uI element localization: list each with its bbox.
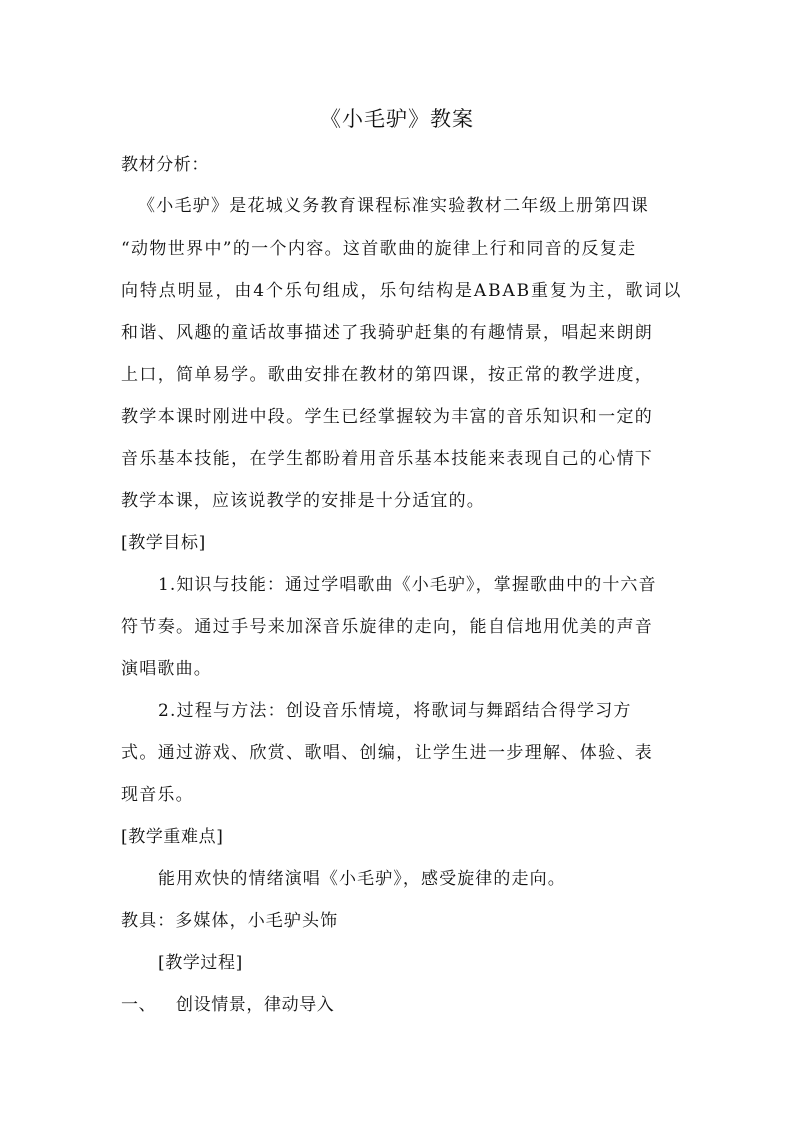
goal-line: 现音乐。 <box>121 785 194 805</box>
goal-line: 符节奏。通过手号来加深音乐旋律的走向，能自信地用优美的声音 <box>121 617 654 637</box>
difficulty-heading: [教学重难点] <box>121 827 224 847</box>
process-heading: [教学过程] <box>158 953 243 973</box>
analysis-line: 上口，简单易学。歌曲安排在教材的第四课，按正常的教学进度， <box>121 365 654 385</box>
analysis-line: 和谐、风趣的童话故事描述了我骑驴赶集的有趣情景，唱起来朗朗 <box>121 323 654 343</box>
goal-line: 2.过程与方法：创设音乐情境，将歌词与舞蹈结合得学习方 <box>158 701 632 721</box>
goal-line: 1.知识与技能：通过学唱歌曲《小毛驴》，掌握歌曲中的十六音 <box>158 575 657 595</box>
analysis-heading: 教材分析： <box>121 155 209 175</box>
step-number: 一、 <box>121 995 157 1015</box>
analysis-line: 向特点明显，由4个乐句组成，乐句结构是ABAB重复为主，歌词以 <box>121 281 683 301</box>
difficulty-text: 能用欢快的情绪演唱《小毛驴》，感受旋律的走向。 <box>158 869 566 889</box>
analysis-line: 音乐基本技能，在学生都盼着用音乐基本技能来表现自己的心情下 <box>121 449 654 469</box>
page-title: 《小毛驴》教案 <box>320 107 474 131</box>
analysis-line: 教学本课时刚进中段。学生已经掌握较为丰富的音乐知识和一定的 <box>121 407 654 427</box>
tools-text: 教具：多媒体，小毛驴头饰 <box>121 911 339 931</box>
goals-heading: [教学目标] <box>121 533 206 553</box>
analysis-line: 《小毛驴》是花城义务教育课程标准实验教材二年级上册第四课 <box>138 196 649 216</box>
step-text: 创设情景，律动导入 <box>176 995 335 1015</box>
analysis-line: 教学本课，应该说教学的安排是十分适宜的。 <box>121 491 485 511</box>
goal-line: 式。通过游戏、欣赏、歌唱、创编，让学生进一步理解、体验、表 <box>121 743 654 763</box>
analysis-line: “动物世界中”的一个内容。这首歌曲的旋律上行和同音的反复走 <box>121 239 637 259</box>
goal-line: 演唱歌曲。 <box>121 659 212 679</box>
